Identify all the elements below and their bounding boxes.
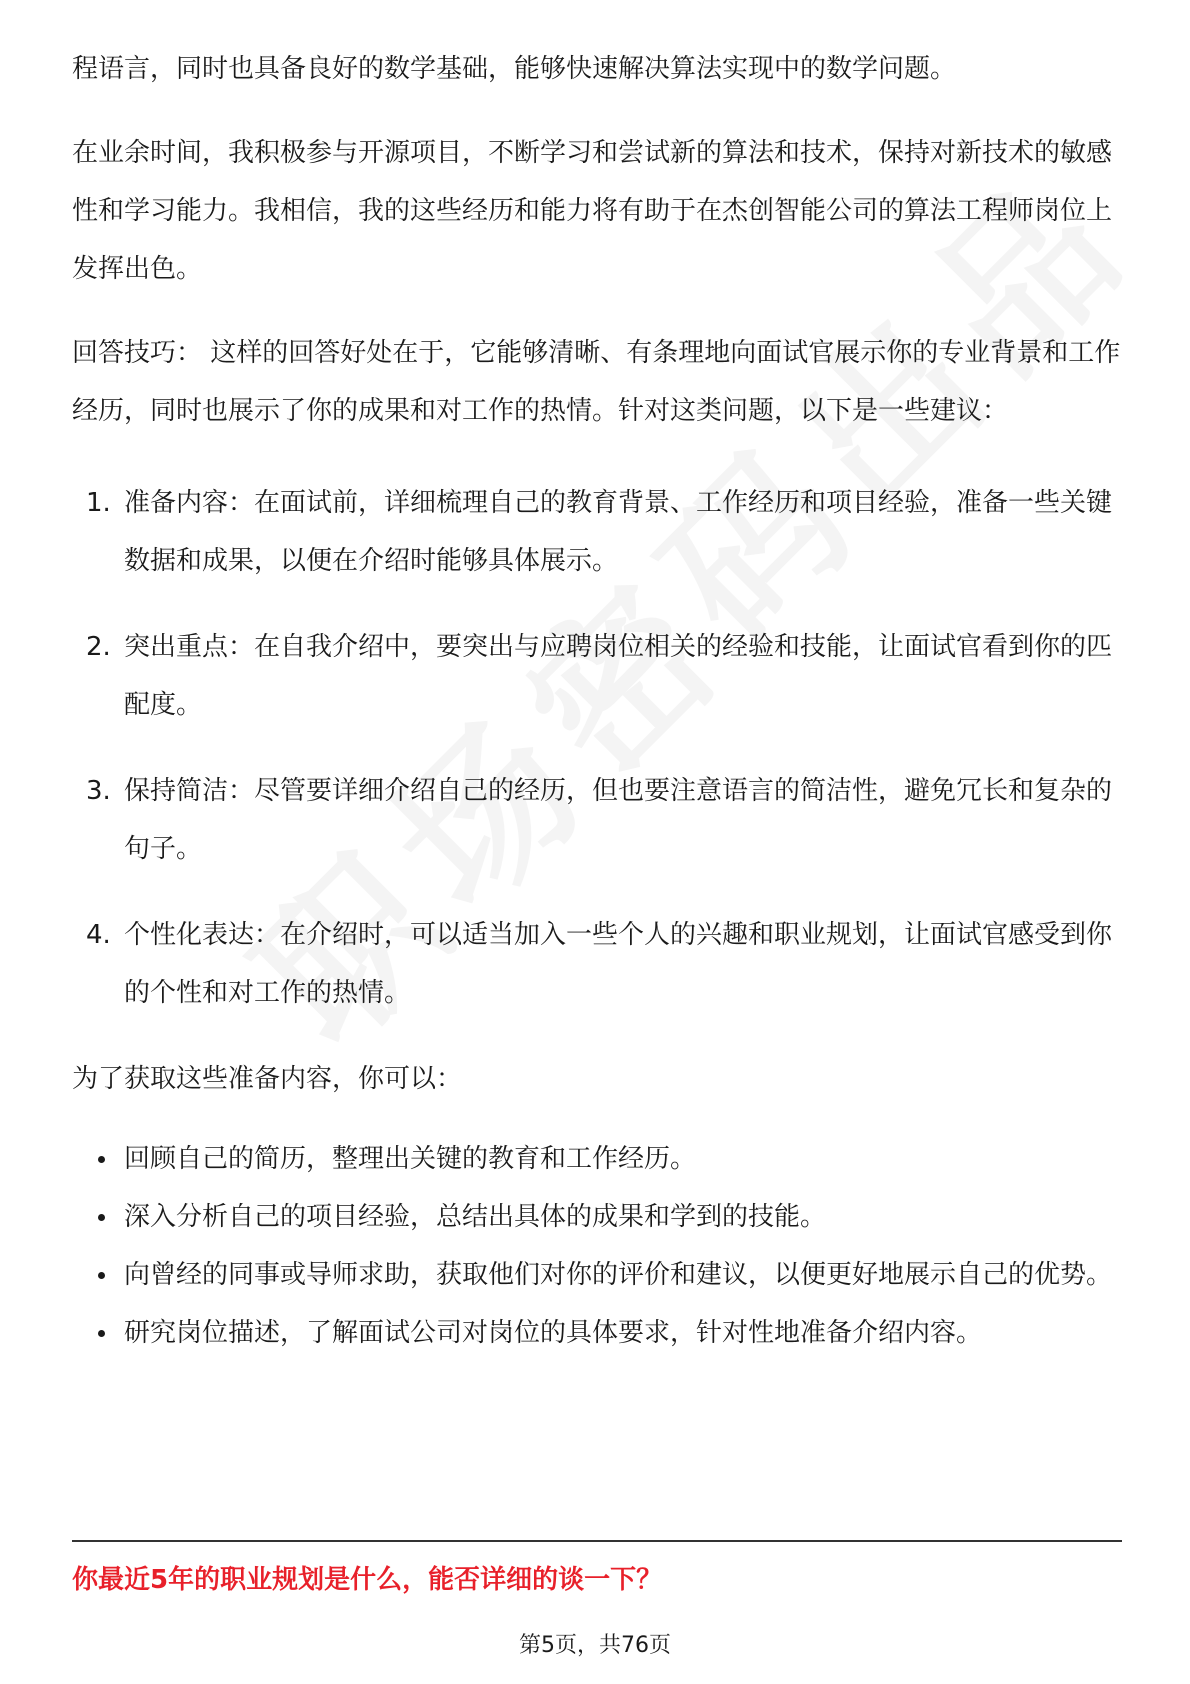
paragraph-answer-tips: 回答技巧： 这样的回答好处在于，它能够清晰、有条理地向面试官展示你的专业背景和工作经历，同时也展示了你的成果和对工作的热情。针对这类问题，以下是一些建议：: [72, 338, 1121, 426]
list-number: 1.: [86, 488, 111, 518]
list-item-text: 突出重点：在自我介绍中，要突出与应聘岗位相关的经验和技能，让面试官看到你的匹配度。: [124, 632, 1113, 720]
bullet-text: 研究岗位描述，了解面试公司对岗位的具体要求，针对性地准备介绍内容。: [124, 1318, 983, 1348]
list-item: [72, 618, 1122, 734]
paragraph-spare-time: 在业余时间，我积极参与开源项目，不断学习和尝试新的算法和技术，保持对新技术的敏感性和学习能力。我相信，我的这些经历和能力将有助于在杰创智能公司的算法工程师岗位上发挥出色。: [72, 138, 1113, 284]
bullet-item: [72, 1188, 1122, 1246]
list-item: [72, 474, 1122, 590]
tips-list: [72, 474, 1122, 1022]
bullet-text: 深入分析自己的项目经验，总结出具体的成果和学到的技能。: [124, 1202, 827, 1232]
list-item: [72, 762, 1122, 878]
list-item: [72, 906, 1122, 1022]
bullet-dot-icon: [98, 1272, 105, 1279]
bullet-dot-icon: [98, 1330, 105, 1337]
prep-intro: 为了获取这些准备内容，你可以：: [72, 1064, 463, 1094]
page-footer: 第5页，共76页: [519, 1633, 671, 1658]
paragraph-continuation: 程语言，同时也具备良好的数学基础，能够快速解决算法实现中的数学问题。: [72, 54, 957, 84]
list-item-text: 保持简洁：尽管要详细介绍自己的经历，但也要注意语言的简洁性，避免冗长和复杂的句子。: [124, 776, 1113, 864]
list-number: 2.: [86, 632, 111, 662]
bullet-item: [72, 1304, 1122, 1362]
list-number: 3.: [86, 776, 111, 806]
document-body: [72, 40, 1122, 1362]
prep-bullet-list: [72, 1130, 1122, 1362]
section-divider: [72, 1540, 1122, 1542]
bullet-text: 向曾经的同事或导师求助，获取他们对你的评价和建议，以便更好地展示自己的优势。: [124, 1260, 1113, 1290]
bullet-item: [72, 1130, 1122, 1188]
bullet-item: [72, 1246, 1122, 1304]
list-number: 4.: [86, 920, 111, 950]
list-item-text: 个性化表达：在介绍时，可以适当加入一些个人的兴趣和职业规划，让面试官感受到你的个性和对工作的热情。: [124, 920, 1113, 1008]
bullet-dot-icon: [98, 1156, 105, 1163]
next-question-heading: 你最近5年的职业规划是什么，能否详细的谈一下？: [72, 1565, 663, 1595]
bullet-dot-icon: [98, 1214, 105, 1221]
bullet-text: 回顾自己的简历，整理出关键的教育和工作经历。: [124, 1144, 697, 1174]
list-item-text: 准备内容：在面试前，详细梳理自己的教育背景、工作经历和项目经验，准备一些关键数据和成果，以便在介绍时能够具体展示。: [124, 488, 1113, 576]
